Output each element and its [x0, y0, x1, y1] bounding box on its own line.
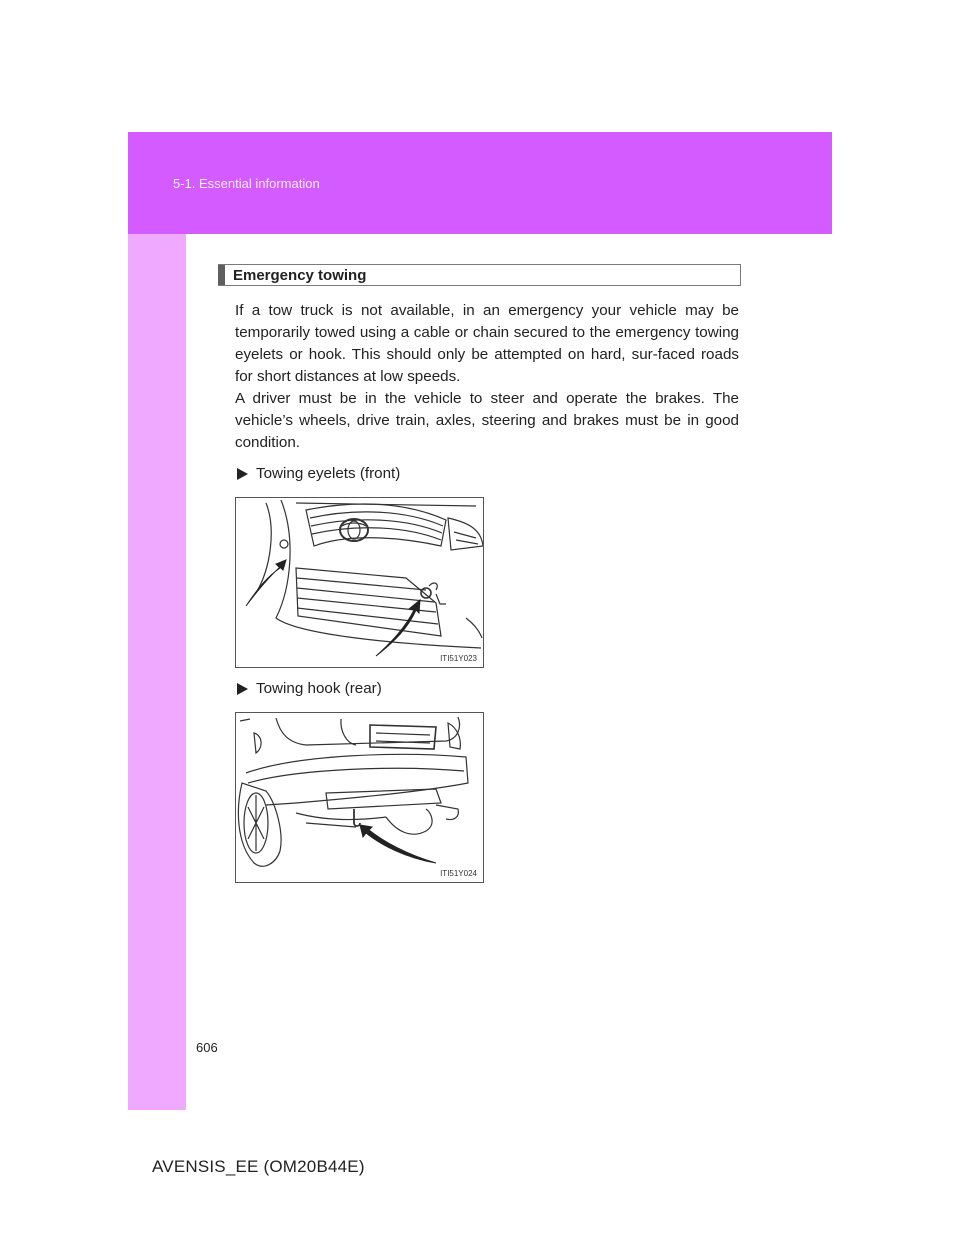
- bullet-front-eyelets: [235, 465, 400, 482]
- section-heading: [218, 264, 741, 286]
- heading-bar: [218, 265, 225, 285]
- front-bumper-illustration: [236, 498, 484, 668]
- figure-front-eyelets: [235, 497, 484, 668]
- paragraph-2: A driver must be in the vehicle to steer and operate the brakes. The vehicle’s wheels, drive train, axles, steering and brakes must be in good condition.: [235, 390, 739, 451]
- page-number: 606: [196, 1040, 218, 1055]
- paragraph-1: If a tow truck is not available, in an emergency your vehicle may be temporarily towed using a cable or chain secured to the emergency towing eyelets or hook. This should only be attempted on hard, sur-faced roads for short distances at low speeds.: [235, 302, 739, 385]
- manual-code: AVENSIS_EE (OM20B44E): [152, 1157, 365, 1176]
- heading-text: Emergency towing: [233, 266, 367, 284]
- body-text: [235, 300, 739, 454]
- figure-rear-hook: [235, 712, 484, 883]
- right-triangle-bullet-icon: [237, 683, 248, 695]
- section-title: 5-1. Essential information: [173, 176, 320, 191]
- side-band: [128, 234, 186, 1110]
- rear-bumper-illustration: [236, 713, 484, 883]
- bullet-label: Towing hook (rear): [256, 680, 382, 697]
- figure-code: ITI51Y023: [440, 654, 477, 663]
- right-triangle-bullet-icon: [237, 468, 248, 480]
- bullet-rear-hook: [235, 680, 382, 697]
- figure-code: ITI51Y024: [440, 869, 477, 878]
- bullet-label: Towing eyelets (front): [256, 465, 401, 482]
